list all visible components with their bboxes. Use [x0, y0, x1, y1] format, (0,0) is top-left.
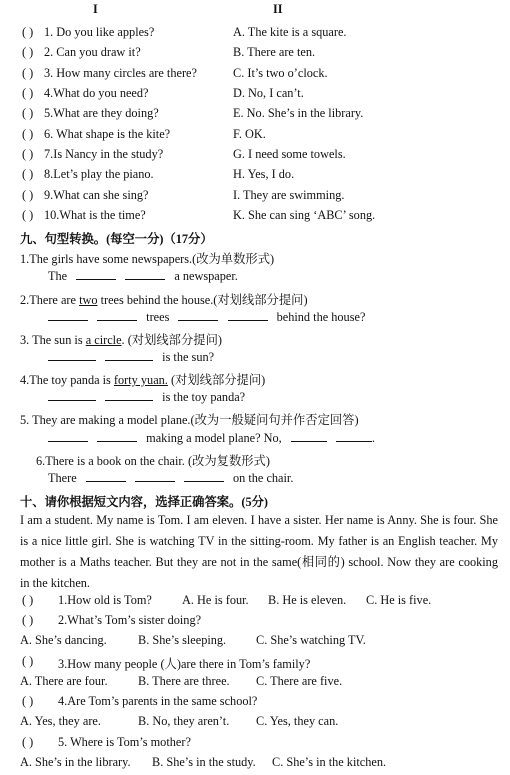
- passage-text: I am a student. My name is Tom. I am eleven. I have a sister. Her name is Anny. She is four. She is a nice little girl. She is watching TV in the sitting-room. My father is an English teacher. My mother is a Maths teacher. But they are not in the same: [20, 513, 498, 569]
- answer-bracket[interactable]: ( ): [22, 167, 34, 181]
- match-question: 5.What are they doing?: [44, 106, 159, 120]
- match-question: 2. Can you draw it?: [44, 45, 141, 59]
- match-answer: C. It’s two o’clock.: [233, 66, 328, 80]
- column-2-header: II: [273, 2, 283, 16]
- match-answer: K. She can sing ‘ABC’ song.: [233, 208, 376, 222]
- match-answer: G. I need some towels.: [233, 147, 346, 161]
- s3-answer-line: [48, 350, 214, 365]
- rq1-text: 1.How old is Tom?: [58, 593, 152, 607]
- reading-passage: [20, 510, 498, 594]
- match-question: 8.Let’s play the piano.: [44, 167, 154, 181]
- answer-blank[interactable]: [86, 471, 126, 482]
- s1-answer-line: [48, 269, 238, 284]
- rq3-text: 3.How many people (人)are there in Tom’s family?: [58, 657, 311, 671]
- match-question: 7.Is Nancy in the study?: [44, 147, 164, 161]
- answer-blank[interactable]: [105, 390, 153, 401]
- s2-q-pre: 2.There are: [20, 293, 80, 307]
- s4-question: [20, 370, 265, 388]
- match-answer: B. There are ten.: [233, 45, 316, 59]
- rq2-option-c: C. She’s watching TV.: [256, 633, 366, 647]
- match-answer: D. No, I can’t.: [233, 86, 304, 100]
- s6-answer-line: [48, 471, 293, 486]
- answer-blank[interactable]: [48, 350, 96, 361]
- answer-bracket[interactable]: ( ): [22, 735, 34, 749]
- answer-blank[interactable]: [135, 471, 175, 482]
- rq5-option-b: B. She’s in the study.: [152, 755, 256, 769]
- rq1-option-a: A. He is four.: [182, 593, 249, 607]
- answer-bracket[interactable]: ( ): [22, 86, 34, 100]
- match-answer: F. OK.: [233, 127, 266, 141]
- answer-blank[interactable]: [48, 431, 88, 442]
- s5-question: 5. They are making a model plane.(改为一般疑问句并作否定回答): [20, 413, 359, 427]
- answer-bracket[interactable]: ( ): [22, 613, 34, 627]
- match-question: 3. How many circles are there?: [44, 66, 197, 80]
- column-1-header: I: [93, 2, 98, 16]
- s2-answer-line: [48, 310, 365, 325]
- match-question: 1. Do you like apples?: [44, 25, 155, 39]
- rq4-option-a: A. Yes, they are.: [20, 714, 101, 728]
- rq5-text: 5. Where is Tom’s mother?: [58, 735, 191, 749]
- s5-end: .: [371, 431, 375, 445]
- rq3-option-b: B. There are three.: [138, 674, 230, 688]
- s4-q-pre: 4.The toy panda is: [20, 373, 114, 387]
- match-answer: H. Yes, I do.: [233, 167, 295, 181]
- s6-question: 6.There is a book on the chair. (改为复数形式): [36, 454, 270, 468]
- rq4-text: 4.Are Tom’s parents in the same school?: [58, 694, 258, 708]
- s2-underlined: two: [79, 293, 98, 307]
- match-answer: A. The kite is a square.: [233, 25, 347, 39]
- rq1-option-b: B. He is eleven.: [268, 593, 347, 607]
- match-question: 10.What is the time?: [44, 208, 146, 222]
- section-10-title: 十、请你根据短文内容，选择正确答案。(5分): [20, 495, 268, 509]
- s3-end: is the sun?: [162, 350, 215, 364]
- s1-question: 1.The girls have some newspapers.(改为单数形式): [20, 252, 275, 266]
- answer-blank[interactable]: [48, 390, 96, 401]
- match-question: 6. What shape is the kite?: [44, 127, 171, 141]
- rq5-option-c: C. She’s in the kitchen.: [272, 755, 387, 769]
- section-9-title: 九、句型转换。(每空一分)（17分）: [20, 232, 213, 246]
- answer-bracket[interactable]: ( ): [22, 127, 34, 141]
- rq5-option-a: A. She’s in the library.: [20, 755, 131, 769]
- match-answer: I. They are swimming.: [233, 188, 345, 202]
- rq2-option-b: B. She’s sleeping.: [138, 633, 227, 647]
- answer-bracket[interactable]: ( ): [22, 106, 34, 120]
- s2-mid: trees: [146, 310, 170, 324]
- s4-answer-line: [48, 390, 245, 405]
- answer-blank[interactable]: [184, 471, 224, 482]
- match-question: 4.What do you need?: [44, 86, 149, 100]
- s4-underlined: forty yuan.: [113, 373, 168, 387]
- answer-blank[interactable]: [97, 310, 137, 321]
- s3-question: [20, 330, 222, 348]
- match-answer: E. No. She’s in the library.: [233, 106, 364, 120]
- answer-bracket[interactable]: ( ): [22, 593, 34, 607]
- answer-blank[interactable]: [48, 310, 88, 321]
- answer-blank[interactable]: [178, 310, 218, 321]
- s4-end: is the toy panda?: [162, 390, 246, 404]
- s5-mid: making a model plane? No,: [146, 431, 282, 445]
- rq3-option-c: C. There are five.: [256, 674, 343, 688]
- s3-q-post: . (对划线部分提问): [121, 333, 222, 347]
- answer-bracket[interactable]: ( ): [22, 188, 34, 202]
- s5-answer-line: [48, 431, 375, 446]
- answer-blank[interactable]: [76, 269, 116, 280]
- answer-bracket[interactable]: ( ): [22, 208, 34, 222]
- rq2-text: 2.What’s Tom’s sister doing?: [58, 613, 202, 627]
- s3-q-pre: 3. The sun is: [20, 333, 86, 347]
- answer-bracket[interactable]: ( ): [22, 66, 34, 80]
- s6-there: There: [48, 471, 77, 485]
- s1-end: a newspaper.: [174, 269, 238, 283]
- match-question: 9.What can she sing?: [44, 188, 149, 202]
- s2-end: behind the house?: [276, 310, 366, 324]
- s1-the: The: [48, 269, 68, 283]
- answer-bracket[interactable]: ( ): [22, 25, 34, 39]
- s2-q-post: trees behind the house.(对划线部分提问): [97, 293, 308, 307]
- passage-gloss: (相同的): [297, 555, 345, 569]
- passage-text-end: school. Now they are cooking in the kitchen.: [20, 555, 498, 590]
- rq2-option-a: A. She’s dancing.: [20, 633, 107, 647]
- s3-underlined: a circle: [85, 333, 122, 347]
- answer-blank[interactable]: [291, 431, 327, 442]
- answer-bracket[interactable]: ( ): [22, 654, 34, 668]
- answer-blank[interactable]: [228, 310, 268, 321]
- answer-bracket[interactable]: ( ): [22, 45, 34, 59]
- answer-bracket[interactable]: ( ): [22, 147, 34, 161]
- answer-blank[interactable]: [105, 350, 153, 361]
- s6-end: on the chair.: [232, 471, 294, 485]
- rq4-option-b: B. No, they aren’t.: [138, 714, 230, 728]
- rq3-option-a: A. There are four.: [20, 674, 108, 688]
- rq1-option-c: C. He is five.: [366, 593, 432, 607]
- answer-bracket[interactable]: ( ): [22, 694, 34, 708]
- rq4-option-c: C. Yes, they can.: [256, 714, 339, 728]
- answer-blank[interactable]: [336, 431, 372, 442]
- answer-blank[interactable]: [97, 431, 137, 442]
- s2-question: [20, 290, 308, 308]
- s4-q-post: (对划线部分提问): [167, 373, 266, 387]
- answer-blank[interactable]: [125, 269, 165, 280]
